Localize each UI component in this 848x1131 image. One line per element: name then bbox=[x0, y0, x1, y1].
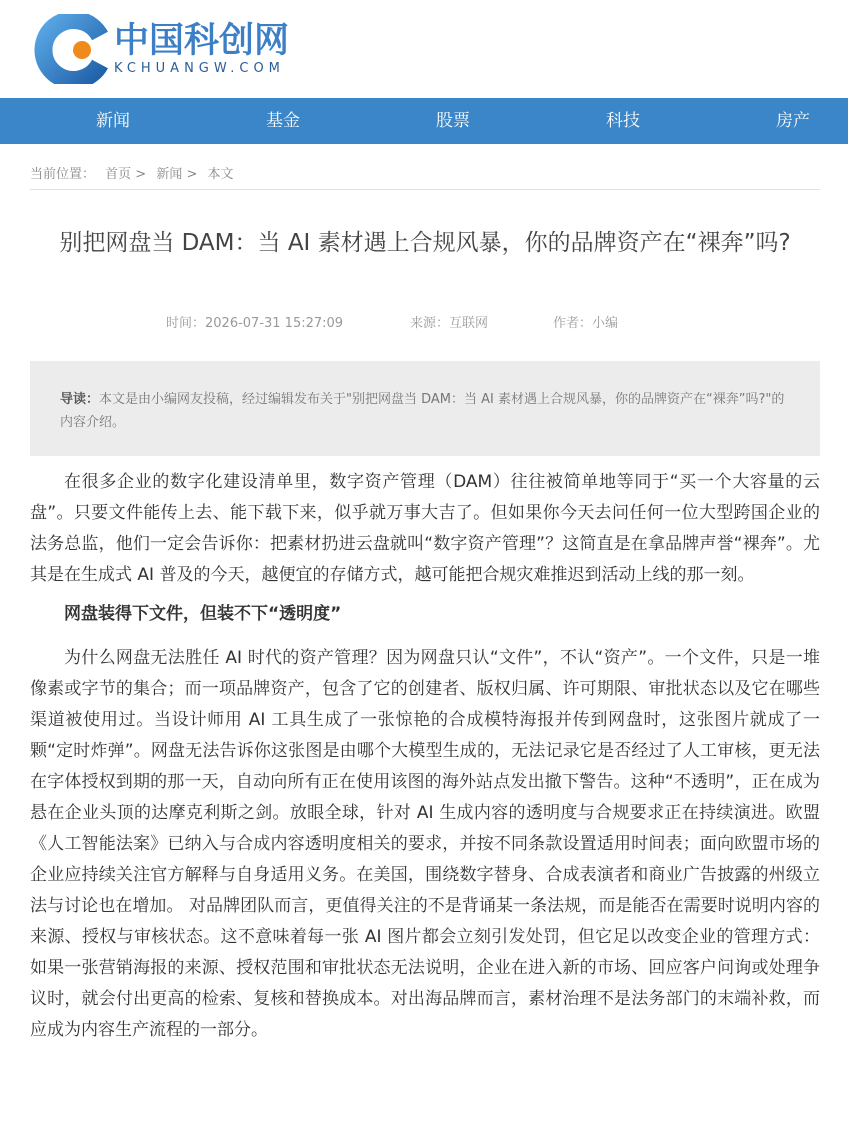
nav-item-stock[interactable]: 股票 bbox=[436, 111, 470, 131]
article-author: 作者：小编 bbox=[553, 316, 619, 331]
site-name-cn: 中国科创网 bbox=[114, 21, 290, 61]
summary-text: 本文是由小编网友投稿，经过编辑发布关于"别把网盘当 DAM：当 AI 素材遇上合规风暴，你的品牌资产在“裸奔”吗?"的内容介绍。 bbox=[60, 392, 785, 430]
breadcrumb-news[interactable]: 新闻 > bbox=[156, 167, 198, 182]
site-brand[interactable] bbox=[114, 20, 289, 76]
breadcrumb-home[interactable]: 首页 > bbox=[105, 167, 147, 182]
article-body bbox=[30, 467, 820, 1054]
main-nav bbox=[0, 98, 848, 144]
nav-item-fund[interactable]: 基金 bbox=[266, 111, 300, 131]
paragraph: 为什么网盘无法胜任 AI 时代的资产管理？因为网盘只认“文件”，不认“资产”。一个文件，只是一堆像素或字节的集合；而一项品牌资产，包含了它的创建者、版权归属、许可期限、审批状态以及它在哪些渠道被使用过。当设计师用 AI 工具生成了一张惊艳的合成模特海报并传到网盘时，这张图片就成了一颗“定时炸弹”。网盘无法告诉你这张图是由哪个大模型生成的，无法记录它是否经过了人工审核，更无法在字体授权到期的那一天，自动向所有正在使用该图的海外站点发出撤下警告。这种“不透明”，正在成为悬在企业头顶的达摩克利斯之剑。放眼全球，针对 AI 生成内容的透明度与合规要求正在持续演进。欧盟《人工智能法案》已纳入与合成内容透明度相关的要求，并按不同条款设置适用时间表；面向欧盟市场的企业应持续关注官方解释与自身适用义务。在美国，围绕数字替身、合成表演者和商业广告披露的州级立法与讨论也在增加。 对品牌团队而言，更值得关注的不是背诵某一条法规，而是能否在需要时说明内容的来源、授权与审核状态。这不意味着每一张 AI 图片都会立刻引发处罚，但它足以改变企业的管理方式：如果一张营销海报的来源、授权范围和审批状态无法说明，企业在进入新的市场、回应客户问询或处理争议时，就会付出更高的检索、复核和替换成本。对出海品牌而言，素材治理不是法务部门的末端补救，而应成为内容生产流程的一部分。 bbox=[30, 648, 820, 1040]
paragraph: 在很多企业的数字化建设清单里，数字资产管理（DAM）往往被简单地等同于“买一个大容量的云盘”。只要文件能传上去、能下载下来，似乎就万事大吉了。但如果你今天去问任何一位大型跨国企业的法务总监，他们一定会告诉你：把素材扔进云盘就叫“数字资产管理”？这简直是在拿品牌声誉“裸奔”。尤其是在生成式 AI 普及的今天，越便宜的存储方式，越可能把合规灾难推迟到活动上线的那一刻。 bbox=[30, 472, 820, 585]
summary-label: 导读： bbox=[60, 392, 100, 407]
breadcrumb-label: 当前位置： bbox=[30, 167, 96, 182]
breadcrumb-divider bbox=[30, 189, 820, 190]
site-header bbox=[0, 0, 848, 98]
nav-item-realestate[interactable]: 房产 bbox=[776, 111, 810, 131]
site-name-en: KCHUANGW.COM bbox=[114, 61, 285, 76]
article-summary bbox=[30, 361, 820, 456]
breadcrumb bbox=[30, 163, 240, 182]
nav-item-tech[interactable]: 科技 bbox=[606, 111, 640, 131]
publish-time: 时间：2026-07-31 15:27:09 bbox=[166, 316, 344, 331]
breadcrumb-current: 本文 bbox=[207, 167, 234, 182]
c-shape-logo-icon[interactable] bbox=[34, 14, 114, 84]
section-heading: 网盘装得下文件，但装不下“透明度” bbox=[64, 604, 342, 624]
article-title: 别把网盘当 DAM：当 AI 素材遇上合规风暴，你的品牌资产在“裸奔”吗? bbox=[59, 230, 791, 256]
article-source: 来源：互联网 bbox=[410, 316, 489, 331]
nav-item-news[interactable]: 新闻 bbox=[96, 111, 130, 131]
